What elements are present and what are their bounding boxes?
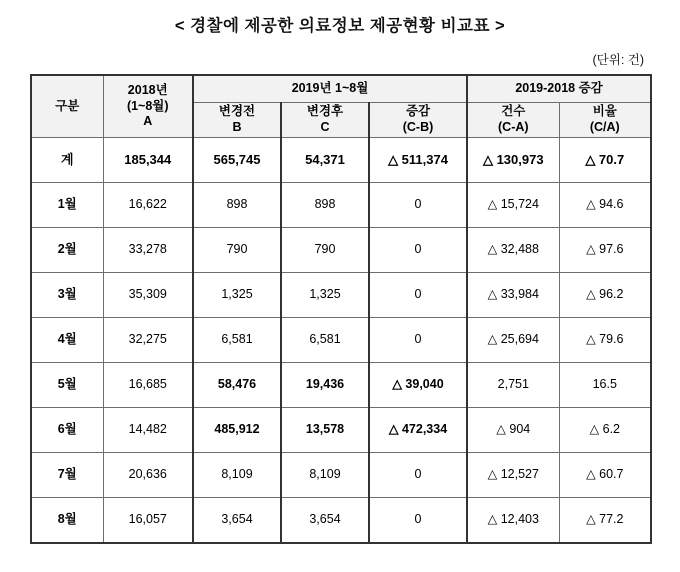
table-row bbox=[31, 183, 651, 228]
cell-2018: 16,622 bbox=[103, 183, 193, 228]
header-before-line2: B bbox=[232, 120, 242, 134]
cell-diff-cb: 0 bbox=[369, 498, 467, 544]
cell-2018: 16,685 bbox=[103, 363, 193, 408]
row-label: 1월 bbox=[31, 183, 103, 228]
cell-ratio: △ 79.6 bbox=[559, 318, 651, 363]
header-before-line1: 변경전 bbox=[218, 104, 256, 119]
header-after bbox=[281, 103, 369, 138]
header-gubun bbox=[31, 75, 103, 138]
unit-note: (단위: 건) bbox=[592, 53, 644, 67]
table-row bbox=[31, 363, 651, 408]
table-row bbox=[31, 318, 651, 363]
cell-2018: 14,482 bbox=[103, 408, 193, 453]
table-row bbox=[31, 273, 651, 318]
header-2018-line1: 2018년 bbox=[127, 83, 168, 98]
cell-ratio: △ 70.7 bbox=[559, 138, 651, 183]
cell-ratio: 16.5 bbox=[559, 363, 651, 408]
header-count-ca-line2: (C-A) bbox=[498, 120, 529, 134]
cell-ratio: △ 97.6 bbox=[559, 228, 651, 273]
cell-after: 3,654 bbox=[281, 498, 369, 544]
cell-diff-ca: 2,751 bbox=[467, 363, 559, 408]
table-header bbox=[31, 75, 651, 138]
cell-after: 790 bbox=[281, 228, 369, 273]
cell-before: 898 bbox=[193, 183, 281, 228]
cell-before: 1,325 bbox=[193, 273, 281, 318]
page-title: < 경찰에 제공한 의료정보 제공현황 비교표 > bbox=[174, 17, 506, 35]
cell-diff-ca: △ 904 bbox=[467, 408, 559, 453]
row-label: 8월 bbox=[31, 498, 103, 544]
header-change-cb-line2: (C-B) bbox=[402, 120, 434, 134]
header-group-2019-label: 2019년 1~8월 bbox=[291, 81, 369, 96]
cell-2018: 32,275 bbox=[103, 318, 193, 363]
cell-ratio: △ 6.2 bbox=[559, 408, 651, 453]
cell-ratio: △ 96.2 bbox=[559, 273, 651, 318]
cell-ratio: △ 77.2 bbox=[559, 498, 651, 544]
header-group-diff bbox=[467, 75, 651, 103]
table-row bbox=[31, 138, 651, 183]
cell-diff-cb: △ 511,374 bbox=[369, 138, 467, 183]
cell-diff-cb: △ 472,334 bbox=[369, 408, 467, 453]
row-label: 계 bbox=[31, 138, 103, 183]
row-label: 5월 bbox=[31, 363, 103, 408]
cell-diff-cb: 0 bbox=[369, 318, 467, 363]
table-row bbox=[31, 498, 651, 544]
cell-after: 8,109 bbox=[281, 453, 369, 498]
cell-before: 790 bbox=[193, 228, 281, 273]
cell-after: 54,371 bbox=[281, 138, 369, 183]
cell-after: 19,436 bbox=[281, 363, 369, 408]
header-after-line2: C bbox=[320, 120, 330, 134]
table-row bbox=[31, 453, 651, 498]
header-ratio-ca-line1: 비율 bbox=[592, 104, 617, 119]
header-count-ca-line1: 건수 bbox=[501, 104, 526, 119]
cell-diff-ca: △ 12,527 bbox=[467, 453, 559, 498]
row-label: 3월 bbox=[31, 273, 103, 318]
row-label: 7월 bbox=[31, 453, 103, 498]
cell-2018: 20,636 bbox=[103, 453, 193, 498]
header-change-cb bbox=[369, 103, 467, 138]
header-2018-line3: A bbox=[143, 114, 153, 129]
header-before bbox=[193, 103, 281, 138]
comparison-table bbox=[30, 74, 652, 544]
cell-diff-cb: 0 bbox=[369, 273, 467, 318]
cell-after: 13,578 bbox=[281, 408, 369, 453]
header-row-top bbox=[31, 75, 651, 103]
header-group-diff-label: 2019-2018 증감 bbox=[515, 81, 603, 96]
table-container bbox=[0, 74, 680, 544]
cell-after: 1,325 bbox=[281, 273, 369, 318]
cell-diff-ca: △ 32,488 bbox=[467, 228, 559, 273]
header-2018 bbox=[103, 75, 193, 138]
cell-2018: 33,278 bbox=[103, 228, 193, 273]
row-label: 2월 bbox=[31, 228, 103, 273]
header-2018-line2: (1~8월) bbox=[126, 98, 169, 113]
cell-after: 6,581 bbox=[281, 318, 369, 363]
header-after-line1: 변경후 bbox=[306, 104, 344, 119]
cell-before: 8,109 bbox=[193, 453, 281, 498]
cell-diff-cb: 0 bbox=[369, 183, 467, 228]
table-row bbox=[31, 408, 651, 453]
table-row bbox=[31, 228, 651, 273]
cell-diff-cb: 0 bbox=[369, 228, 467, 273]
cell-diff-ca: △ 33,984 bbox=[467, 273, 559, 318]
cell-2018: 185,344 bbox=[103, 138, 193, 183]
cell-after: 898 bbox=[281, 183, 369, 228]
header-group-2019 bbox=[193, 75, 467, 103]
cell-before: 58,476 bbox=[193, 363, 281, 408]
cell-2018: 16,057 bbox=[103, 498, 193, 544]
cell-diff-ca: △ 130,973 bbox=[467, 138, 559, 183]
row-label: 4월 bbox=[31, 318, 103, 363]
header-ratio-ca bbox=[559, 103, 651, 138]
cell-2018: 35,309 bbox=[103, 273, 193, 318]
header-ratio-ca-line2: (C/A) bbox=[589, 120, 620, 134]
header-change-cb-line1: 증감 bbox=[405, 104, 431, 119]
row-label: 6월 bbox=[31, 408, 103, 453]
cell-before: 565,745 bbox=[193, 138, 281, 183]
cell-diff-cb: 0 bbox=[369, 453, 467, 498]
cell-diff-ca: △ 12,403 bbox=[467, 498, 559, 544]
header-count-ca bbox=[467, 103, 559, 138]
cell-diff-cb: △ 39,040 bbox=[369, 363, 467, 408]
cell-before: 485,912 bbox=[193, 408, 281, 453]
header-gubun-label: 구분 bbox=[55, 98, 80, 113]
cell-diff-ca: △ 25,694 bbox=[467, 318, 559, 363]
cell-ratio: △ 94.6 bbox=[559, 183, 651, 228]
cell-before: 3,654 bbox=[193, 498, 281, 544]
table-body bbox=[31, 138, 651, 544]
cell-ratio: △ 60.7 bbox=[559, 453, 651, 498]
cell-before: 6,581 bbox=[193, 318, 281, 363]
cell-diff-ca: △ 15,724 bbox=[467, 183, 559, 228]
